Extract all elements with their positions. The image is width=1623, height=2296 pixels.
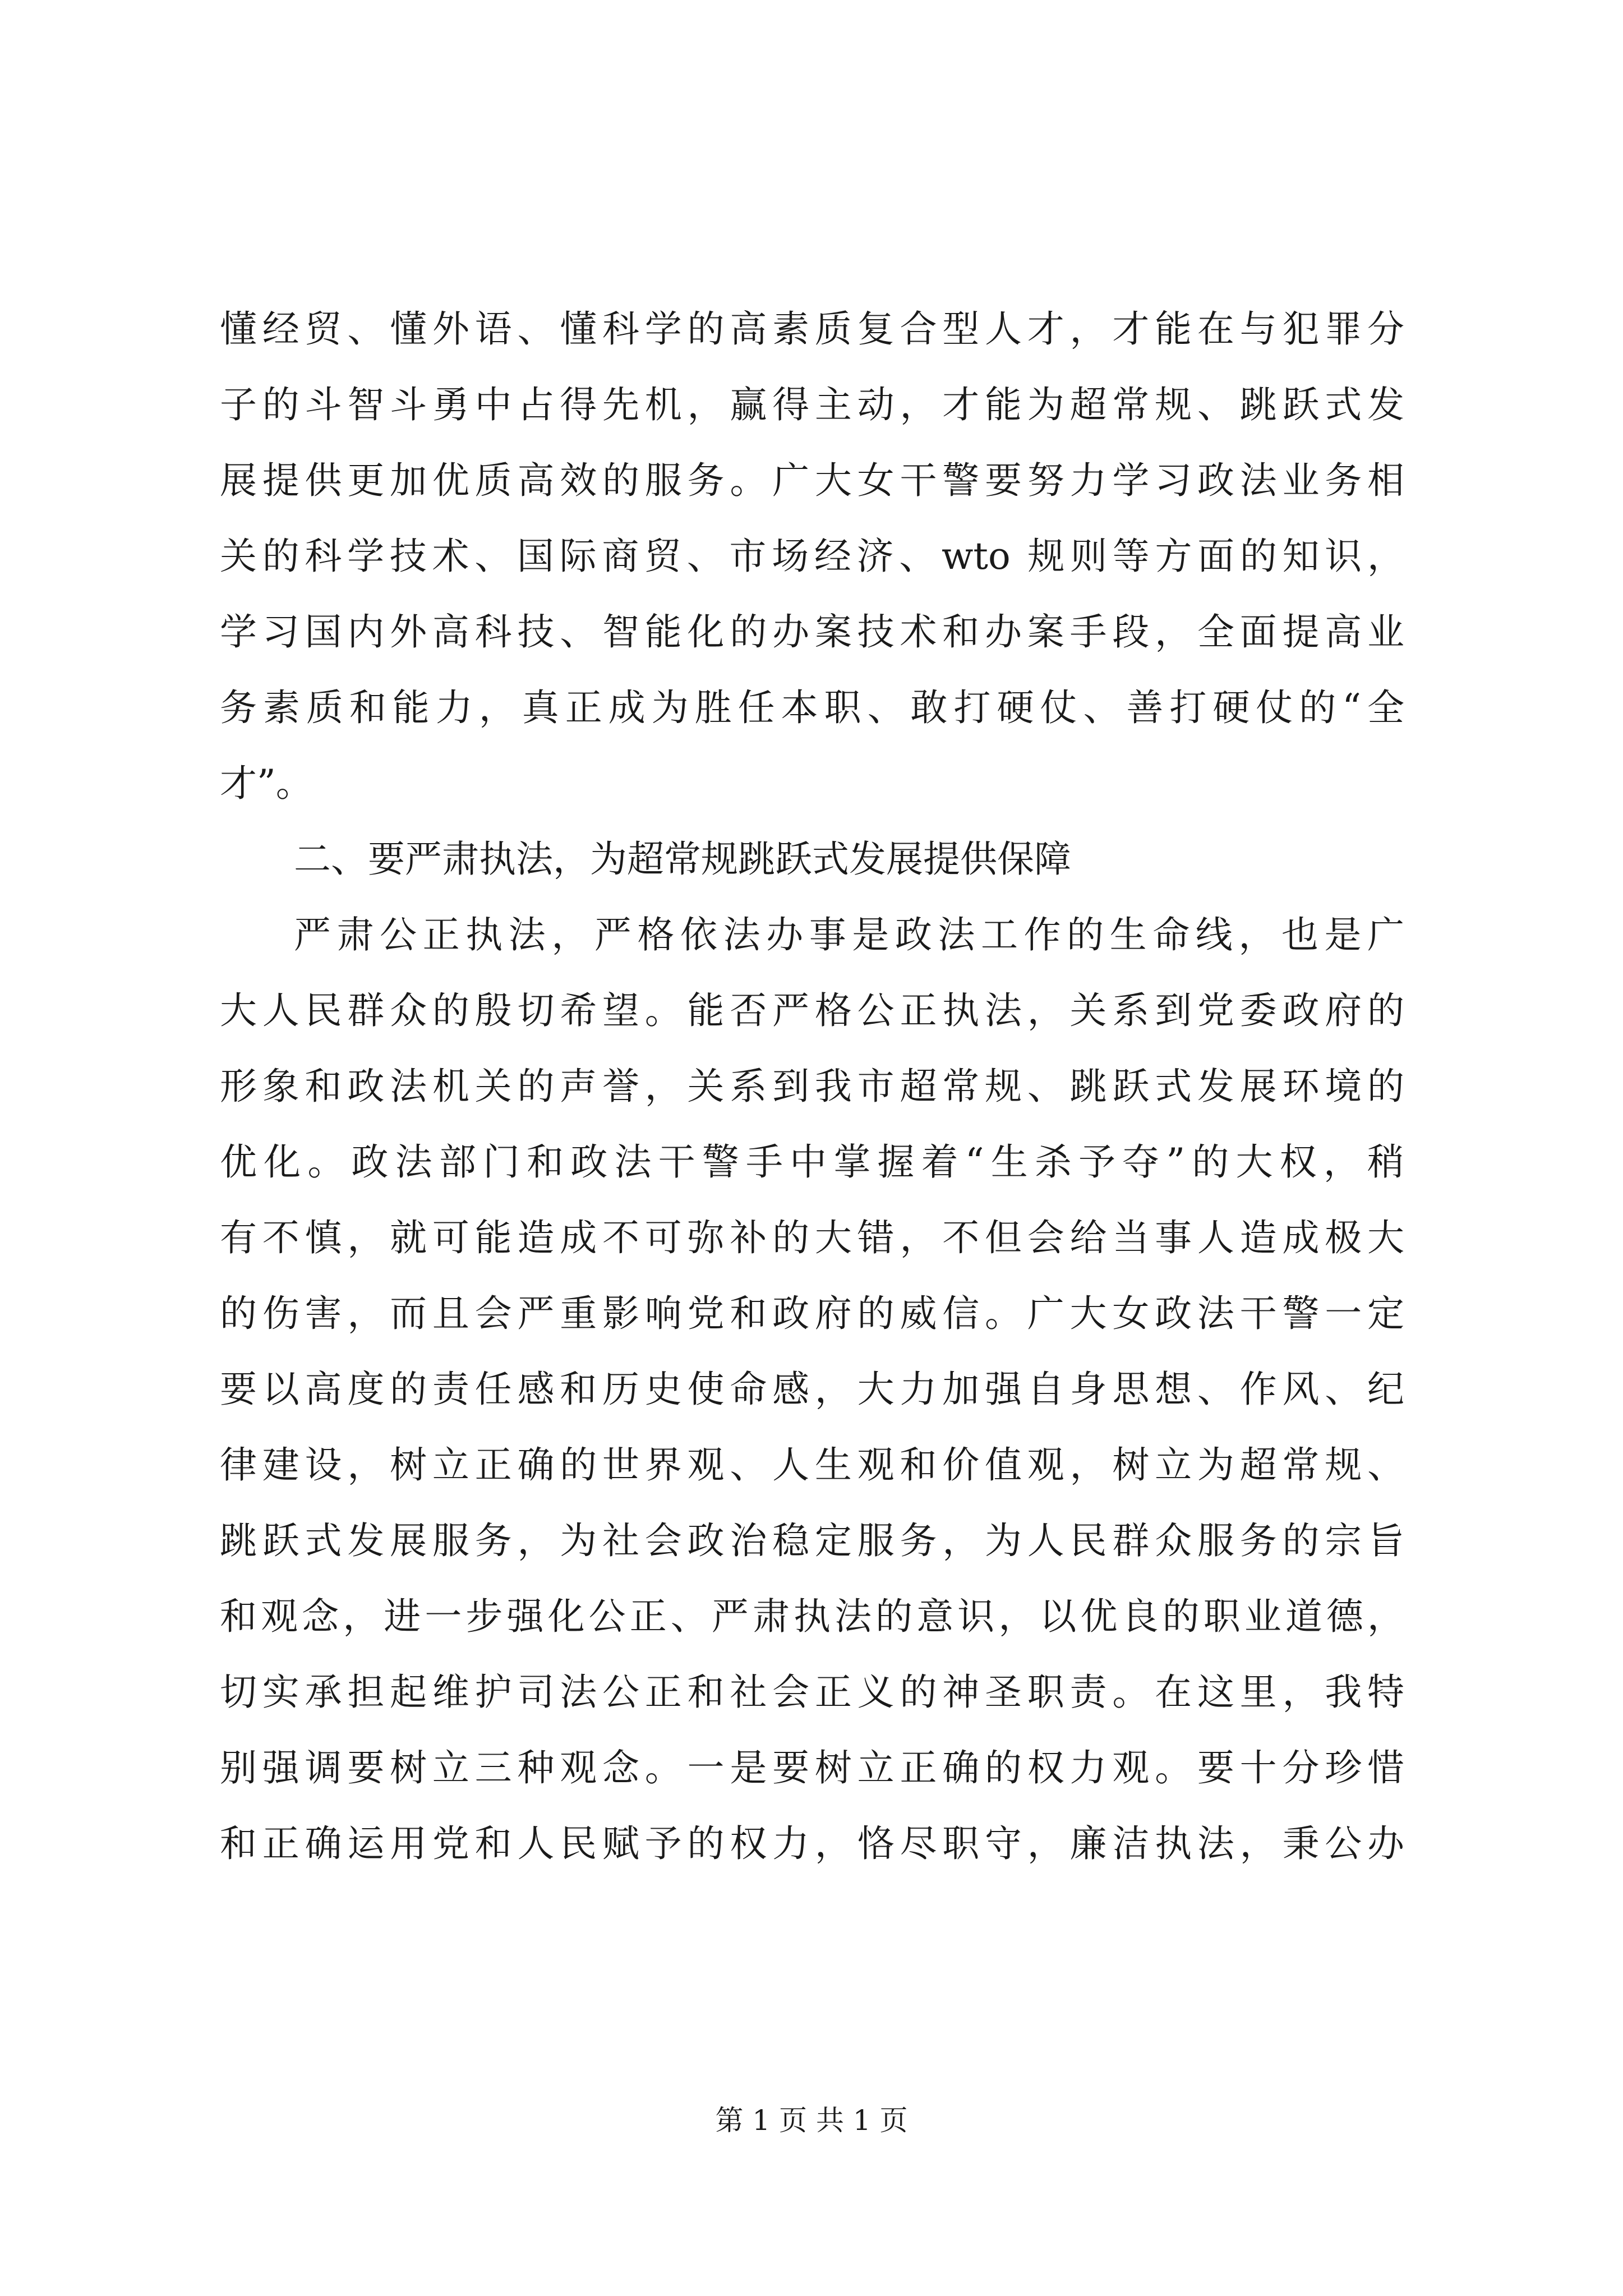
text-line: 跳跃式发展服务，为社会政治稳定服务，为人民群众服务的宗旨 [220,1519,1404,1562]
text-line: 学习国内外高科技、智能化的办案技术和办案手段，全面提高业 [220,610,1404,654]
text-line: 优化。政法部门和政法干警手中掌握着“生杀予夺”的大权，稍 [220,1140,1404,1184]
text-line: 有不慎，就可能造成不可弥补的大错，不但会给当事人造成极大 [220,1216,1404,1259]
text-line: 关的科学技术、国际商贸、市场经济、wto 规则等方面的知识， [220,535,1404,578]
text-line: 形象和政法机关的声誉，关系到我市超常规、跳跃式发展环境的 [220,1065,1404,1108]
text-line: 和观念，进一步强化公正、严肃执法的意识，以优良的职业道德， [220,1595,1404,1638]
text-line: 大人民群众的殷切希望。能否严格公正执法，关系到党委政府的 [220,989,1404,1032]
text-line: 务素质和能力，真正成为胜任本职、敢打硬仗、善打硬仗的“全 [220,686,1404,729]
text-line: 才”。 [220,762,313,805]
section-heading: 二、要严肃执法，为超常规跳跃式发展提供保障 [294,838,1071,881]
text-line: 严肃公正执法，严格依法办事是政法工作的生命线，也是广 [294,913,1404,956]
text-line: 的伤害，而且会严重影响党和政府的威信。广大女政法干警一定 [220,1292,1404,1335]
text-line: 懂经贸、懂外语、懂科学的高素质复合型人才，才能在与犯罪分 [220,307,1404,351]
text-line: 切实承担起维护司法公正和社会正义的神圣职责。在这里，我特 [220,1671,1404,1714]
text-line: 展提供更加优质高效的服务。广大女干警要努力学习政法业务相 [220,459,1404,502]
text-line: 要以高度的责任感和历史使命感，大力加强自身思想、作风、纪 [220,1368,1404,1411]
document-body [220,291,1404,1881]
text-line: 律建设，树立正确的世界观、人生观和价值观，树立为超常规、 [220,1443,1404,1487]
page-footer: 第 1 页 共 1 页 [715,2104,908,2137]
text-line: 子的斗智斗勇中占得先机，赢得主动，才能为超常规、跳跃式发 [220,383,1404,426]
text-line: 和正确运用党和人民赋予的权力，恪尽职守，廉洁执法，秉公办 [220,1822,1404,1865]
text-line: 别强调要树立三种观念。一是要树立正确的权力观。要十分珍惜 [220,1746,1404,1789]
